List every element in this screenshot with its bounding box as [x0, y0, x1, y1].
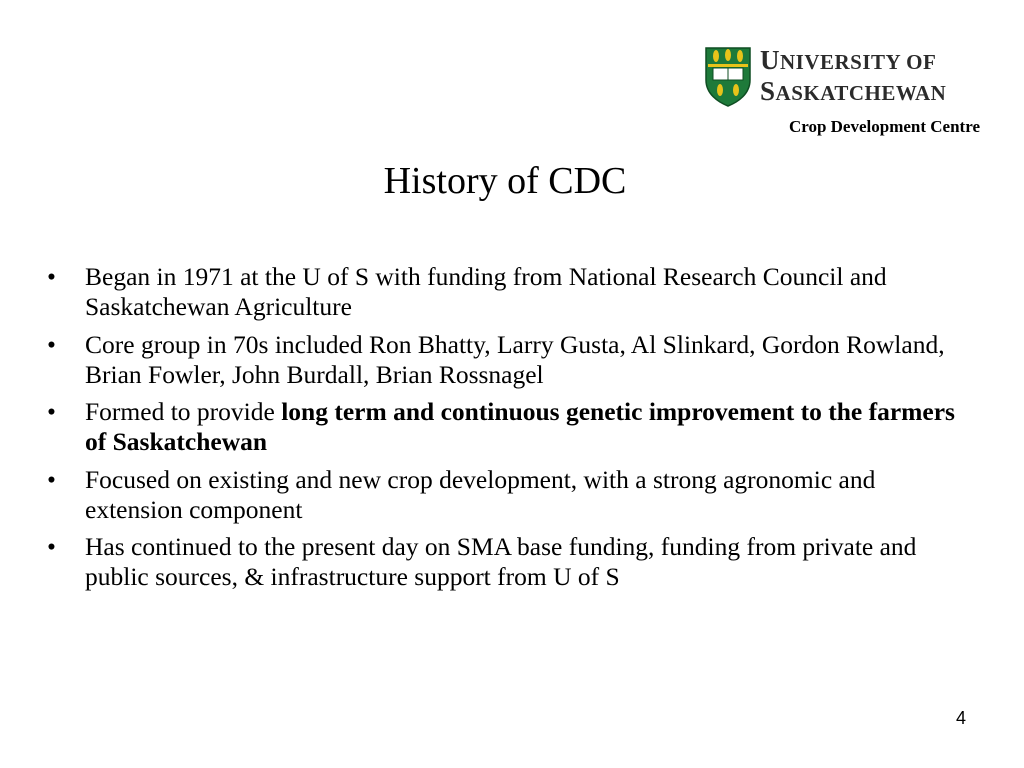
logo-word-university: NIVERSITY OF	[780, 50, 937, 74]
bullet-text: Focused on existing and new crop development, with a strong agronomic and extension component	[85, 464, 876, 524]
centre-name: Crop Development Centre	[788, 117, 980, 136]
bullet-dot: •	[47, 464, 56, 494]
bullet-text-emphasis: long term and continuous genetic improvement to the farmers of Saskatchewan	[85, 397, 955, 456]
bullet-text: Has continued to the present day on SMA base funding, funding from private and public sources, & infrastructure support from U of S	[85, 532, 917, 591]
logo-word-saskatchewan: ASKATCHEWAN	[775, 81, 947, 105]
bullet-item	[44, 397, 974, 457]
logo-initial-u: U	[760, 45, 780, 75]
page-number: 4	[955, 708, 966, 728]
bullet-text-prefix: Formed to provide	[85, 397, 282, 426]
bullet-item	[44, 330, 974, 390]
bullet-item	[44, 262, 974, 322]
university-logo	[704, 46, 966, 110]
slide-title: History of CDC	[383, 160, 627, 202]
bullet-dot: •	[47, 329, 56, 359]
logo-initial-s: S	[760, 76, 776, 106]
bullet-dot: •	[47, 262, 56, 291]
university-crest-icon	[704, 46, 752, 108]
bullet-dot: •	[47, 532, 56, 561]
bullet-item	[44, 532, 974, 592]
bullet-item	[44, 465, 974, 525]
bullet-text: Began in 1971 at the U of S with funding from National Research Council and Saskatchewan Agriculture	[85, 262, 887, 321]
bullet-text: Core group in 70s included Ron Bhatty, Larry Gusta, Al Slinkard, Gordon Rowland, Brian Fowler, John Burdall, Brian Rossnagel	[85, 329, 945, 389]
bullet-dot: •	[47, 397, 56, 426]
bullet-list	[44, 262, 974, 600]
